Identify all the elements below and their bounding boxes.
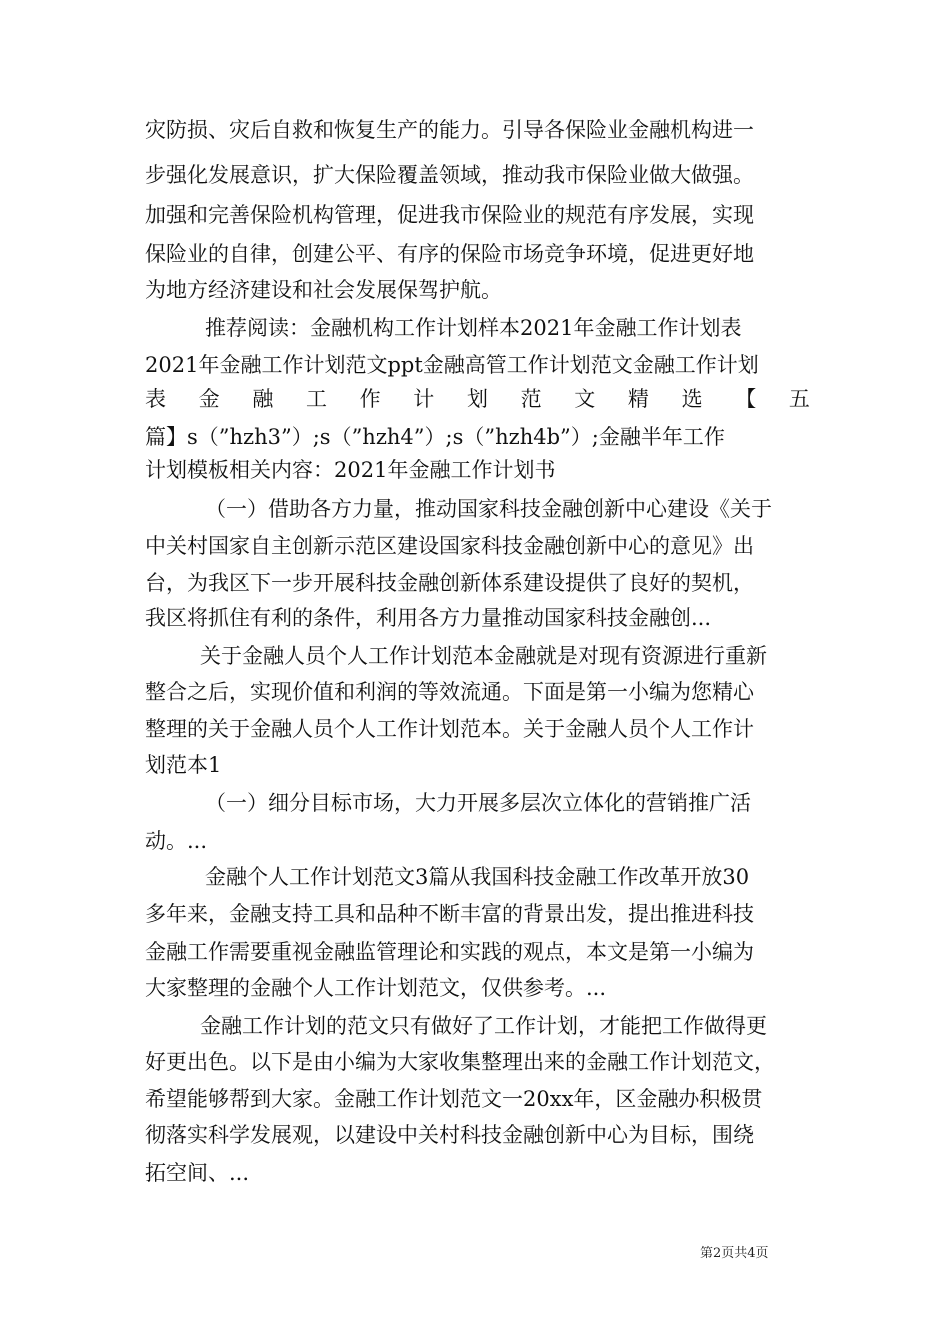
spaced-text-line: [145, 381, 810, 417]
text-line: 多年来，金融支持工具和品种不断丰富的背景出发，提出推进科技: [145, 902, 754, 926]
text-line: 篇】s（”hzh3”）;s（”hzh4”）;s（”hzh4b”）;金融半年工作: [145, 425, 725, 449]
text-line: 计划模板相关内容：2021年金融工作计划书: [145, 458, 556, 482]
spaced-char: 精: [627, 387, 649, 411]
text-line: 步强化发展意识，扩大保险覆盖领域，推动我市保险业做大做强。: [145, 163, 754, 187]
text-line: 为地方经济建设和社会发展保驾护航。: [145, 278, 502, 302]
page-number: 第2页共4页: [700, 1246, 769, 1261]
text-line: （一）借助各方力量，推动国家科技金融创新中心建设《关于: [205, 497, 772, 521]
spaced-char: 计: [413, 387, 435, 411]
text-line: 金融工作计划的范文只有做好了工作计划，才能把工作做得更: [200, 1014, 767, 1038]
spaced-char: 【: [735, 387, 757, 411]
text-line: 中关村国家自主创新示范区建设国家科技金融创新中心的意见》出: [145, 534, 754, 558]
text-line: 大家整理的金融个人工作计划范文，仅供参考。...: [145, 976, 607, 1000]
text-line: （一）细分目标市场，大力开展多层次立体化的营销推广活: [205, 791, 751, 815]
spaced-char: 范: [520, 387, 542, 411]
text-line: 整合之后，实现价值和利润的等效流通。下面是第一小编为您精心: [145, 680, 754, 704]
spaced-char: 作: [359, 387, 381, 411]
text-line: 2021年金融工作计划范文ppt金融高管工作计划范文金融工作计划: [145, 353, 759, 377]
text-line: 整理的关于金融人员个人工作计划范本。关于金融人员个人工作计: [145, 717, 754, 741]
spaced-char: 表: [145, 387, 166, 411]
text-line: 拓空间、...: [145, 1161, 250, 1185]
spaced-char: 金: [198, 387, 220, 411]
text-line: 台，为我区下一步开展科技金融创新体系建设提供了良好的契机，: [145, 571, 754, 595]
text-line: 彻落实科学发展观，以建设中关村科技金融创新中心为目标，围绕: [145, 1123, 754, 1147]
text-line: 推荐阅读：金融机构工作计划样本2021年金融工作计划表: [205, 316, 742, 340]
text-line: 希望能够帮到大家。金融工作计划范文一20xx年，区金融办积极贯: [145, 1087, 763, 1111]
text-line: 动。...: [145, 829, 208, 853]
text-line: 关于金融人员个人工作计划范本金融就是对现有资源进行重新: [200, 644, 767, 668]
text-line: 划范本1: [145, 753, 222, 777]
spaced-char: 融: [252, 387, 274, 411]
text-line: 金融个人工作计划范文3篇从我国科技金融工作改革开放30: [205, 865, 750, 889]
text-line: 金融工作需要重视金融监管理论和实践的观点，本文是第一小编为: [145, 940, 754, 964]
spaced-char: 工: [305, 387, 327, 411]
text-line: 加强和完善保险机构管理，促进我市保险业的规范有序发展，实现: [145, 203, 754, 227]
text-line: 我区将抓住有利的条件，利用各方力量推动国家科技金融创...: [145, 606, 712, 630]
spaced-char: 选: [681, 387, 703, 411]
spaced-char: 划: [466, 387, 488, 411]
text-line: 灾防损、灾后自救和恢复生产的能力。引导各保险业金融机构进一: [145, 118, 754, 142]
spaced-char: 五: [788, 387, 810, 411]
text-line: 好更出色。以下是由小编为大家收集整理出来的金融工作计划范文，: [145, 1050, 775, 1074]
text-line: 保险业的自律，创建公平、有序的保险市场竞争环境，促进更好地: [145, 242, 754, 266]
spaced-char: 文: [574, 387, 596, 411]
